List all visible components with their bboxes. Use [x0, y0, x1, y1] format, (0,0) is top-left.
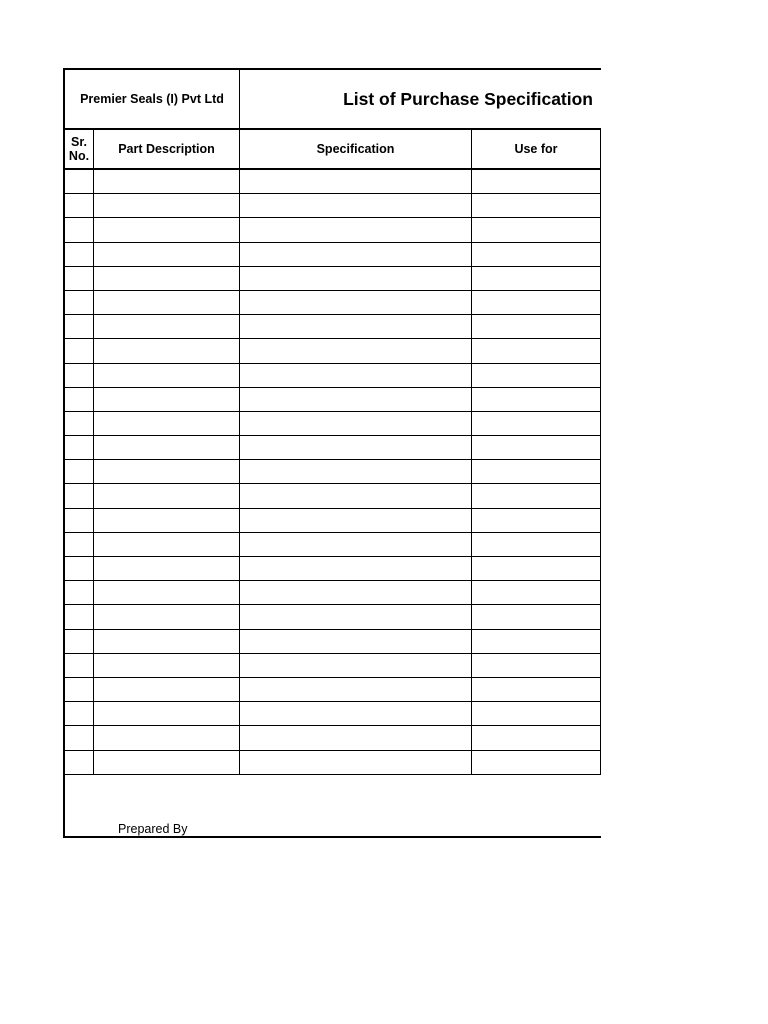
cell-sr-no[interactable] — [65, 581, 94, 604]
purchase-specification-sheet — [63, 68, 601, 838]
table-row — [65, 267, 601, 291]
cell-sr-no[interactable] — [65, 557, 94, 580]
cell-part-description[interactable] — [94, 678, 240, 701]
table-row — [65, 605, 601, 629]
cell-specification[interactable] — [240, 460, 472, 483]
cell-specification[interactable] — [240, 315, 472, 338]
cell-sr-no[interactable] — [65, 388, 94, 411]
cell-specification[interactable] — [240, 412, 472, 435]
table-row — [65, 364, 601, 388]
cell-use-for[interactable] — [472, 581, 601, 604]
table-row — [65, 243, 601, 267]
column-header-sr-no: Sr. No. — [65, 130, 94, 168]
cell-use-for[interactable] — [472, 605, 601, 628]
cell-part-description[interactable] — [94, 702, 240, 725]
cell-specification[interactable] — [240, 557, 472, 580]
cell-sr-no[interactable] — [65, 678, 94, 701]
table-row — [65, 170, 601, 194]
cell-use-for[interactable] — [472, 751, 601, 774]
cell-use-for[interactable] — [472, 436, 601, 459]
cell-use-for[interactable] — [472, 509, 601, 532]
cell-part-description[interactable] — [94, 630, 240, 653]
cell-part-description[interactable] — [94, 654, 240, 677]
cell-use-for[interactable] — [472, 339, 601, 362]
cell-specification[interactable] — [240, 170, 472, 193]
cell-part-description[interactable] — [94, 726, 240, 749]
cell-use-for[interactable] — [472, 388, 601, 411]
cell-use-for[interactable] — [472, 702, 601, 725]
cell-part-description[interactable] — [94, 170, 240, 193]
cell-part-description[interactable] — [94, 557, 240, 580]
cell-part-description[interactable] — [94, 509, 240, 532]
table-row — [65, 581, 601, 605]
sheet-header — [65, 70, 601, 130]
cell-sr-no[interactable] — [65, 315, 94, 338]
cell-sr-no[interactable] — [65, 218, 94, 241]
cell-use-for[interactable] — [472, 267, 601, 290]
cell-use-for[interactable] — [472, 630, 601, 653]
cell-use-for[interactable] — [472, 533, 601, 556]
cell-specification[interactable] — [240, 339, 472, 362]
table-row — [65, 630, 601, 654]
column-header-row — [65, 130, 601, 170]
cell-sr-no[interactable] — [65, 243, 94, 266]
cell-use-for[interactable] — [472, 484, 601, 507]
cell-use-for[interactable] — [472, 460, 601, 483]
cell-specification[interactable] — [240, 678, 472, 701]
table-row — [65, 702, 601, 726]
cell-part-description[interactable] — [94, 339, 240, 362]
cell-use-for[interactable] — [472, 654, 601, 677]
cell-specification[interactable] — [240, 605, 472, 628]
cell-part-description[interactable] — [94, 605, 240, 628]
cell-sr-no[interactable] — [65, 605, 94, 628]
cell-specification[interactable] — [240, 581, 472, 604]
cell-part-description[interactable] — [94, 194, 240, 217]
cell-use-for[interactable] — [472, 364, 601, 387]
table-row — [65, 533, 601, 557]
cell-specification[interactable] — [240, 218, 472, 241]
cell-part-description[interactable] — [94, 243, 240, 266]
sheet-footer — [65, 802, 601, 838]
cell-part-description[interactable] — [94, 484, 240, 507]
document-title: List of Purchase Specification — [343, 88, 593, 109]
cell-sr-no[interactable] — [65, 484, 94, 507]
cell-part-description[interactable] — [94, 751, 240, 774]
cell-sr-no[interactable] — [65, 291, 94, 314]
cell-use-for[interactable] — [472, 315, 601, 338]
cell-part-description[interactable] — [94, 291, 240, 314]
cell-use-for[interactable] — [472, 243, 601, 266]
cell-sr-no[interactable] — [65, 364, 94, 387]
cell-specification[interactable] — [240, 388, 472, 411]
column-header-use-for: Use for — [472, 130, 601, 168]
cell-part-description[interactable] — [94, 315, 240, 338]
cell-specification[interactable] — [240, 291, 472, 314]
cell-specification[interactable] — [240, 533, 472, 556]
cell-sr-no[interactable] — [65, 267, 94, 290]
cell-part-description[interactable] — [94, 436, 240, 459]
cell-specification[interactable] — [240, 751, 472, 774]
cell-specification[interactable] — [240, 243, 472, 266]
cell-part-description[interactable] — [94, 581, 240, 604]
cell-sr-no[interactable] — [65, 533, 94, 556]
table-row — [65, 315, 601, 339]
cell-sr-no[interactable] — [65, 509, 94, 532]
prepared-by-label: Prepared By — [118, 822, 188, 836]
cell-part-description[interactable] — [94, 533, 240, 556]
table-row — [65, 412, 601, 436]
cell-sr-no[interactable] — [65, 412, 94, 435]
table-row — [65, 194, 601, 218]
cell-sr-no[interactable] — [65, 654, 94, 677]
cell-use-for[interactable] — [472, 726, 601, 749]
cell-use-for[interactable] — [472, 218, 601, 241]
cell-specification[interactable] — [240, 726, 472, 749]
cell-sr-no[interactable] — [65, 726, 94, 749]
table-row — [65, 460, 601, 484]
cell-sr-no[interactable] — [65, 702, 94, 725]
cell-part-description[interactable] — [94, 267, 240, 290]
cell-specification[interactable] — [240, 630, 472, 653]
cell-use-for[interactable] — [472, 412, 601, 435]
cell-specification[interactable] — [240, 654, 472, 677]
cell-part-description[interactable] — [94, 388, 240, 411]
cell-sr-no[interactable] — [65, 170, 94, 193]
cell-part-description[interactable] — [94, 364, 240, 387]
table-row — [65, 557, 601, 581]
column-header-part-description: Part Description — [94, 130, 240, 168]
table-body — [65, 170, 601, 775]
table-row — [65, 291, 601, 315]
cell-use-for[interactable] — [472, 678, 601, 701]
cell-use-for[interactable] — [472, 170, 601, 193]
table-row — [65, 388, 601, 412]
cell-sr-no[interactable] — [65, 630, 94, 653]
table-row — [65, 678, 601, 702]
cell-sr-no[interactable] — [65, 751, 94, 774]
cell-sr-no[interactable] — [65, 339, 94, 362]
cell-specification[interactable] — [240, 194, 472, 217]
cell-specification[interactable] — [240, 484, 472, 507]
cell-sr-no[interactable] — [65, 460, 94, 483]
table-row — [65, 726, 601, 750]
table-row — [65, 339, 601, 363]
table-row — [65, 509, 601, 533]
table-row — [65, 218, 601, 242]
cell-part-description[interactable] — [94, 460, 240, 483]
cell-specification[interactable] — [240, 267, 472, 290]
cell-use-for[interactable] — [472, 557, 601, 580]
table-row — [65, 654, 601, 678]
table-row — [65, 484, 601, 508]
cell-sr-no[interactable] — [65, 194, 94, 217]
cell-part-description[interactable] — [94, 218, 240, 241]
table-row — [65, 751, 601, 775]
column-header-specification: Specification — [240, 130, 472, 168]
cell-use-for[interactable] — [472, 291, 601, 314]
cell-use-for[interactable] — [472, 194, 601, 217]
cell-part-description[interactable] — [94, 412, 240, 435]
cell-specification[interactable] — [240, 364, 472, 387]
cell-specification[interactable] — [240, 509, 472, 532]
table-row — [65, 436, 601, 460]
cell-sr-no[interactable] — [65, 436, 94, 459]
company-name: Premier Seals (I) Pvt Ltd — [65, 70, 240, 128]
cell-specification[interactable] — [240, 436, 472, 459]
cell-specification[interactable] — [240, 702, 472, 725]
